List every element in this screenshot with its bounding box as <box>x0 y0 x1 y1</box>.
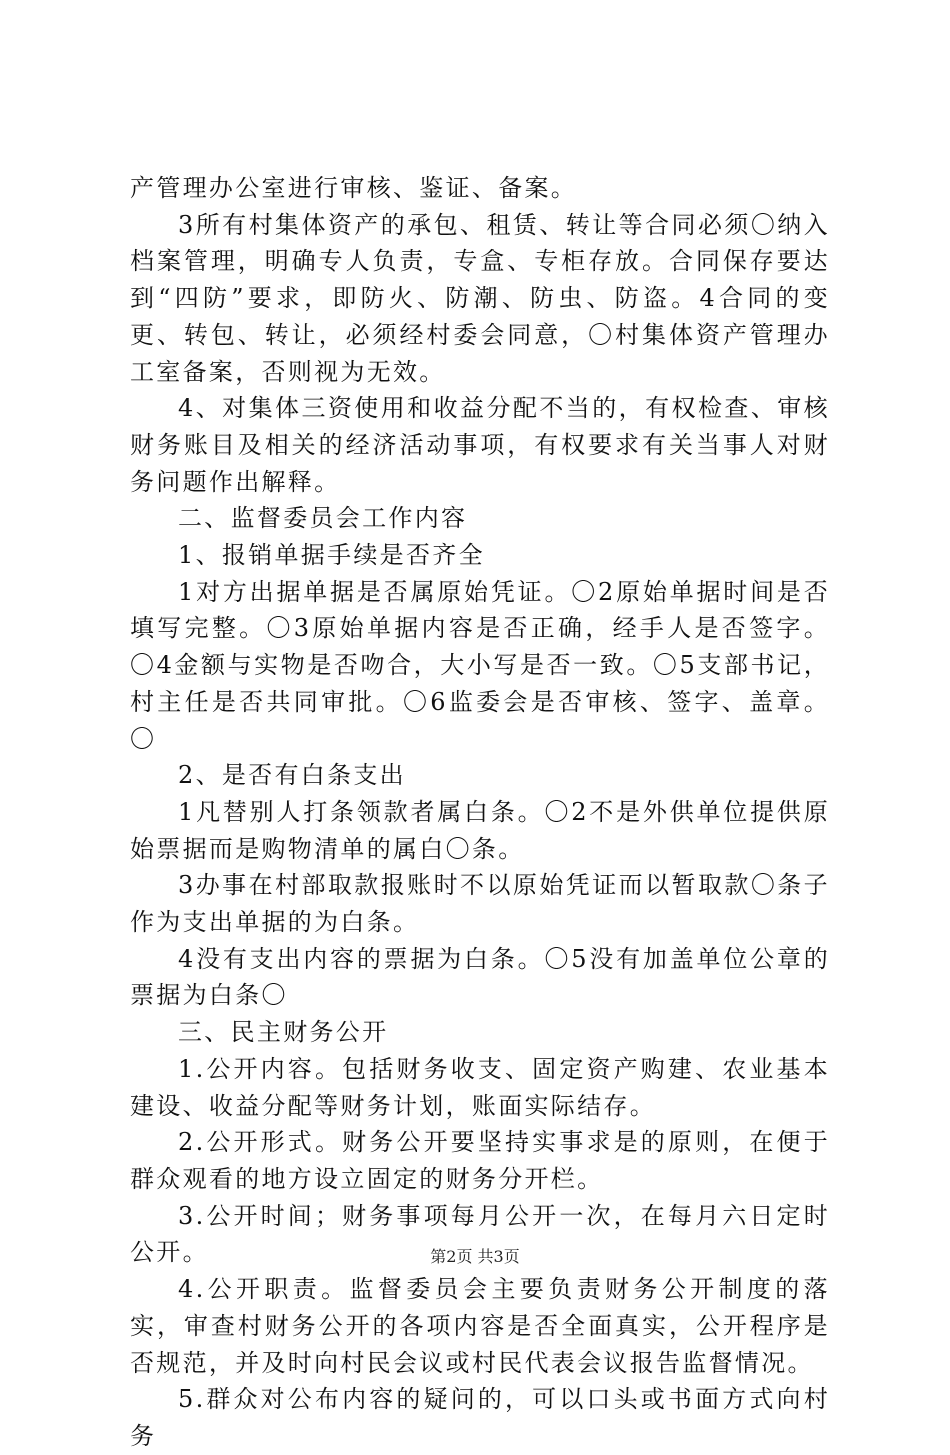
page-footer <box>0 1244 950 1267</box>
page-number-label: 第2页 共3页 <box>430 1247 520 1266</box>
section-heading-2: 二、监督委员会工作内容 <box>178 504 468 533</box>
paragraph-15: 4.公开职责。监督委员会主要负责财务公开制度的落实，审查村财务公开的各项内容是否全面真实，公开程序是否规范，并及时向村民会议或村民代表会议报告监督情况。 <box>130 1275 830 1377</box>
paragraph-14: 3.公开时间；财务事项每月公开一次，在每月六日定时公开。 <box>130 1201 830 1267</box>
paragraph-8: 1凡替别人打条领款者属白条。〇2不是外供单位提供原始票据而是购物清单的属白〇条。 <box>130 797 830 863</box>
paragraph-10: 4没有支出内容的票据为白条。〇5没有加盖单位公章的票据为白条〇 <box>130 944 830 1010</box>
paragraph-2: 3所有村集体资产的承包、租赁、转让等合同必须〇纳入档案管理，明确专人负责，专盒、专柜存放。合同保存要达到“四防”要求，即防火、防潮、防虫、防盗。4合同的变更、转包、转让，必须经村委会同意，〇村集体资产管理办工室备案，否则视为无效。 <box>130 210 830 386</box>
paragraph-1: 产管理办公室进行审核、鉴证、备案。 <box>130 174 578 202</box>
paragraph-6: 1对方出据单据是否属原始凭证。〇2原始单据时间是否填写完整。〇3原始单据内容是否正确，经手人是否签字。〇4金额与实物是否吻合，大小写是否一致。〇5支部书记，村主任是否共同审批。〇6监委会是否审核、签字、盖章。〇 <box>130 577 830 753</box>
subheading-1: 1、报销单据手续是否齐全 <box>178 541 485 570</box>
paragraph-13: 2.公开形式。财务公开要坚持实事求是的原则，在便于群众观看的地方设立固定的财务分开栏。 <box>130 1128 830 1193</box>
paragraph-9: 3办事在村部取款报账时不以原始凭证而以暂取款〇条子作为支出单据的为白条。 <box>130 871 830 937</box>
subheading-2: 2、是否有白条支出 <box>178 761 406 790</box>
paragraph-3: 4、对集体三资使用和收益分配不当的，有权检查、审核财务账目及相关的经济活动事项，有权要求有关当事人对财务问题作出解释。 <box>130 394 830 496</box>
paragraph-16: 5.群众对公布内容的疑问的，可以口头或书面方式向村务 <box>130 1385 830 1450</box>
paragraph-12: 1.公开内容。包括财务收支、固定资产购建、农业基本建设、收益分配等财务计划，账面实际结存。 <box>130 1054 830 1120</box>
section-heading-3: 三、民主财务公开 <box>178 1018 389 1047</box>
